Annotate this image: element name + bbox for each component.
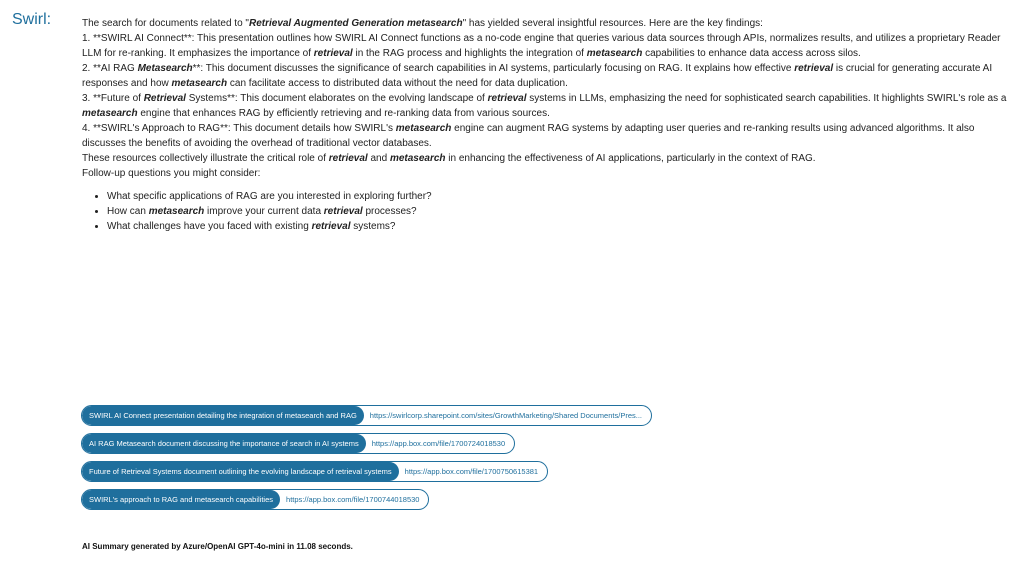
- finding-3: 3. **Future of Retrieval Systems**: This document elaborates on the evolving landscape of retrieval systems in LLMs, emphasizing the need for sophisticated search capabilities. It highlights SWIRL's role as a metasearch engine that enhances RAG by efficiently retrieving and re-ranking data from various sources.: [82, 93, 1007, 119]
- source-chip[interactable]: [81, 461, 548, 482]
- finding-1: 1. **SWIRL AI Connect**: This presentation outlines how SWIRL AI Connect functions as a no-code engine that queries various data sources through APIs, normalizes results, and utilizes a proprietary Reader LLM for re-ranking. It emphasizes the importance of retrieval in the RAG process and highlights the integration of metasearch capabilities to enhance data access across silos.: [82, 33, 1001, 59]
- source-chip[interactable]: [81, 433, 515, 454]
- source-link[interactable]: https://app.box.com/file/1700750615381: [404, 467, 539, 476]
- source-chip[interactable]: [81, 489, 429, 510]
- summary-paragraph: These resources collectively illustrate the critical role of retrieval and metasearch in enhancing the effectiveness of AI applications, particularly in the context of RAG.: [82, 153, 816, 164]
- finding-2: 2. **AI RAG Metasearch**: This document discusses the significance of search capabilities in AI systems, particularly focusing on RAG. It explains how effective retrieval is crucial for generating accurate AI responses and how metasearch can facilitate access to distributed data without the need for data duplication.: [82, 63, 993, 89]
- source-title[interactable]: SWIRL AI Connect presentation detailing the integration of metasearch and RAG: [82, 406, 364, 425]
- source-title[interactable]: SWIRL's approach to RAG and metasearch capabilities: [82, 490, 280, 509]
- source-link[interactable]: https://app.box.com/file/1700724018530: [371, 439, 506, 448]
- generation-info: AI Summary generated by Azure/OpenAI GPT-4o-mini in 11.08 seconds.: [82, 542, 353, 551]
- source-link[interactable]: https://app.box.com/file/1700744018530: [286, 495, 420, 504]
- source-link[interactable]: https://swirlcorp.sharepoint.com/sites/GrowthMarketing/Shared Documents/Pres...: [369, 411, 642, 420]
- followup-question: • What specific applications of RAG are you interested in exploring further?: [107, 189, 1010, 204]
- finding-4: 4. **SWIRL's Approach to RAG**: This document details how SWIRL's metasearch engine can augment RAG systems by adapting user queries and re-ranking results using advanced algorithms. It also discusses the benefits of avoiding the overhead of traditional vector databases.: [82, 123, 975, 149]
- source-chip[interactable]: [81, 405, 652, 426]
- followup-question: • What challenges have you faced with existing retrieval systems?: [107, 219, 1010, 234]
- followup-title: Follow-up questions you might consider:: [82, 168, 261, 179]
- speaker-label: Swirl:: [12, 11, 52, 28]
- answer-intro: The search for documents related to "Retrieval Augmented Generation metasearch" has yielded several insightful resources. Here are the key findings:: [82, 18, 763, 29]
- source-title[interactable]: Future of Retrieval Systems document outlining the evolving landscape of retrieval systems: [82, 462, 399, 481]
- query-emphasis: Retrieval Augmented Generation metasearch: [248, 18, 463, 29]
- followup-question: • How can metasearch improve your current data retrieval processes?: [107, 204, 1010, 219]
- source-title[interactable]: AI RAG Metasearch document discussing the importance of search in AI systems: [82, 434, 366, 453]
- ai-answer: [82, 16, 1010, 234]
- source-list: [81, 405, 652, 510]
- followup-list: [82, 189, 1010, 234]
